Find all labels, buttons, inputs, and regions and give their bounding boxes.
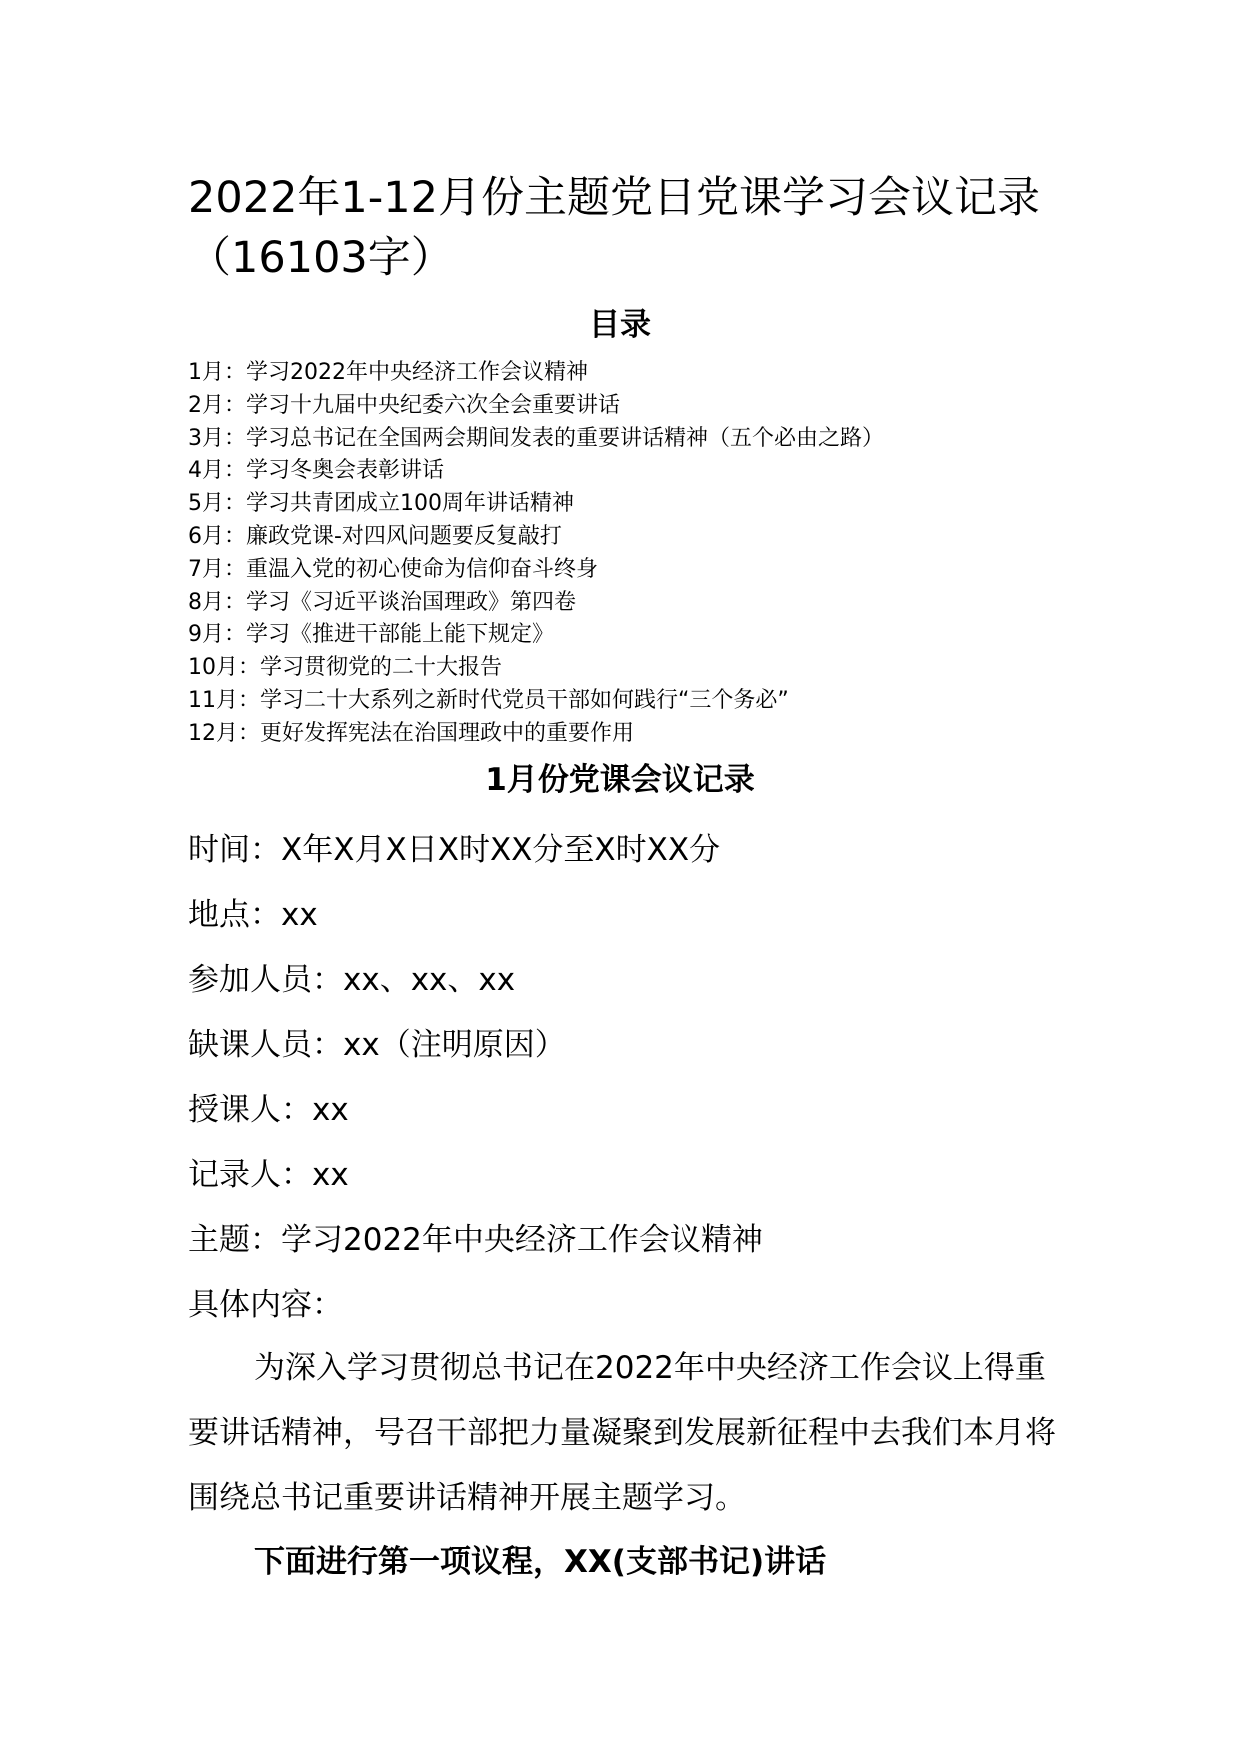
toc-item-september: 9月：学习《推进干部能上能下规定》 (188, 622, 554, 648)
meeting-lecturer: 授课人：xx (188, 1092, 349, 1128)
toc-item-november: 11月：学习二十大系列之新时代党员干部如何践行“三个务必” (188, 687, 789, 713)
toc-item-august: 8月：学习《习近平谈治国理政》第四卷 (188, 589, 576, 615)
section-title: 1月份党课会议记录 (485, 762, 755, 798)
table-of-contents (188, 357, 1088, 751)
meeting-attendees: 参加人员：xx、xx、xx (188, 962, 516, 998)
toc-item-january: 1月：学习2022年中央经济工作会议精神 (188, 360, 588, 385)
toc-item-june: 6月：廉政党课-对四风问题要反复敲打 (188, 523, 562, 549)
toc-item-december: 12月：更好发挥宪法在治国理政中的重要作用 (188, 720, 634, 746)
toc-heading: 目录 (589, 307, 651, 343)
toc-item-july: 7月：重温入党的初心使命为信仰奋斗终身 (188, 556, 598, 582)
meeting-recorder: 记录人：xx (188, 1157, 349, 1193)
document-title: 2022年1-12月份主题党日党课学习会议记录（16103字） (188, 173, 1041, 283)
meeting-content-label: 具体内容： (188, 1287, 343, 1323)
toc-item-october: 10月：学习贯彻党的二十大报告 (188, 655, 502, 681)
body-paragraph: 为深入学习贯彻总书记在2022年中央经济工作会议上得重要讲话精神，号召干部把力量凝聚到发展新征程中去我们本月将围绕总书记重要讲话精神开展主题学习。 (188, 1350, 1056, 1516)
agenda-item: 下面进行第一项议程，XX(支部书记)讲话 (254, 1544, 827, 1580)
meeting-time: 时间：X年X月X日X时XX分至X时XX分 (188, 832, 721, 868)
toc-item-april: 4月：学习冬奥会表彰讲话 (188, 458, 444, 484)
toc-item-may: 5月：学习共青团成立100周年讲话精神 (188, 491, 574, 517)
toc-item-february: 2月：学习十九届中央纪委六次全会重要讲话 (188, 392, 620, 418)
meeting-absentees: 缺课人员：xx（注明原因） (188, 1027, 566, 1063)
meeting-topic: 主题：学习2022年中央经济工作会议精神 (188, 1222, 763, 1258)
meeting-location: 地点：xx (188, 897, 318, 933)
toc-item-march: 3月：学习总书记在全国两会期间发表的重要讲话精神（五个必由之路） (188, 425, 884, 451)
meeting-details (188, 818, 1088, 1338)
